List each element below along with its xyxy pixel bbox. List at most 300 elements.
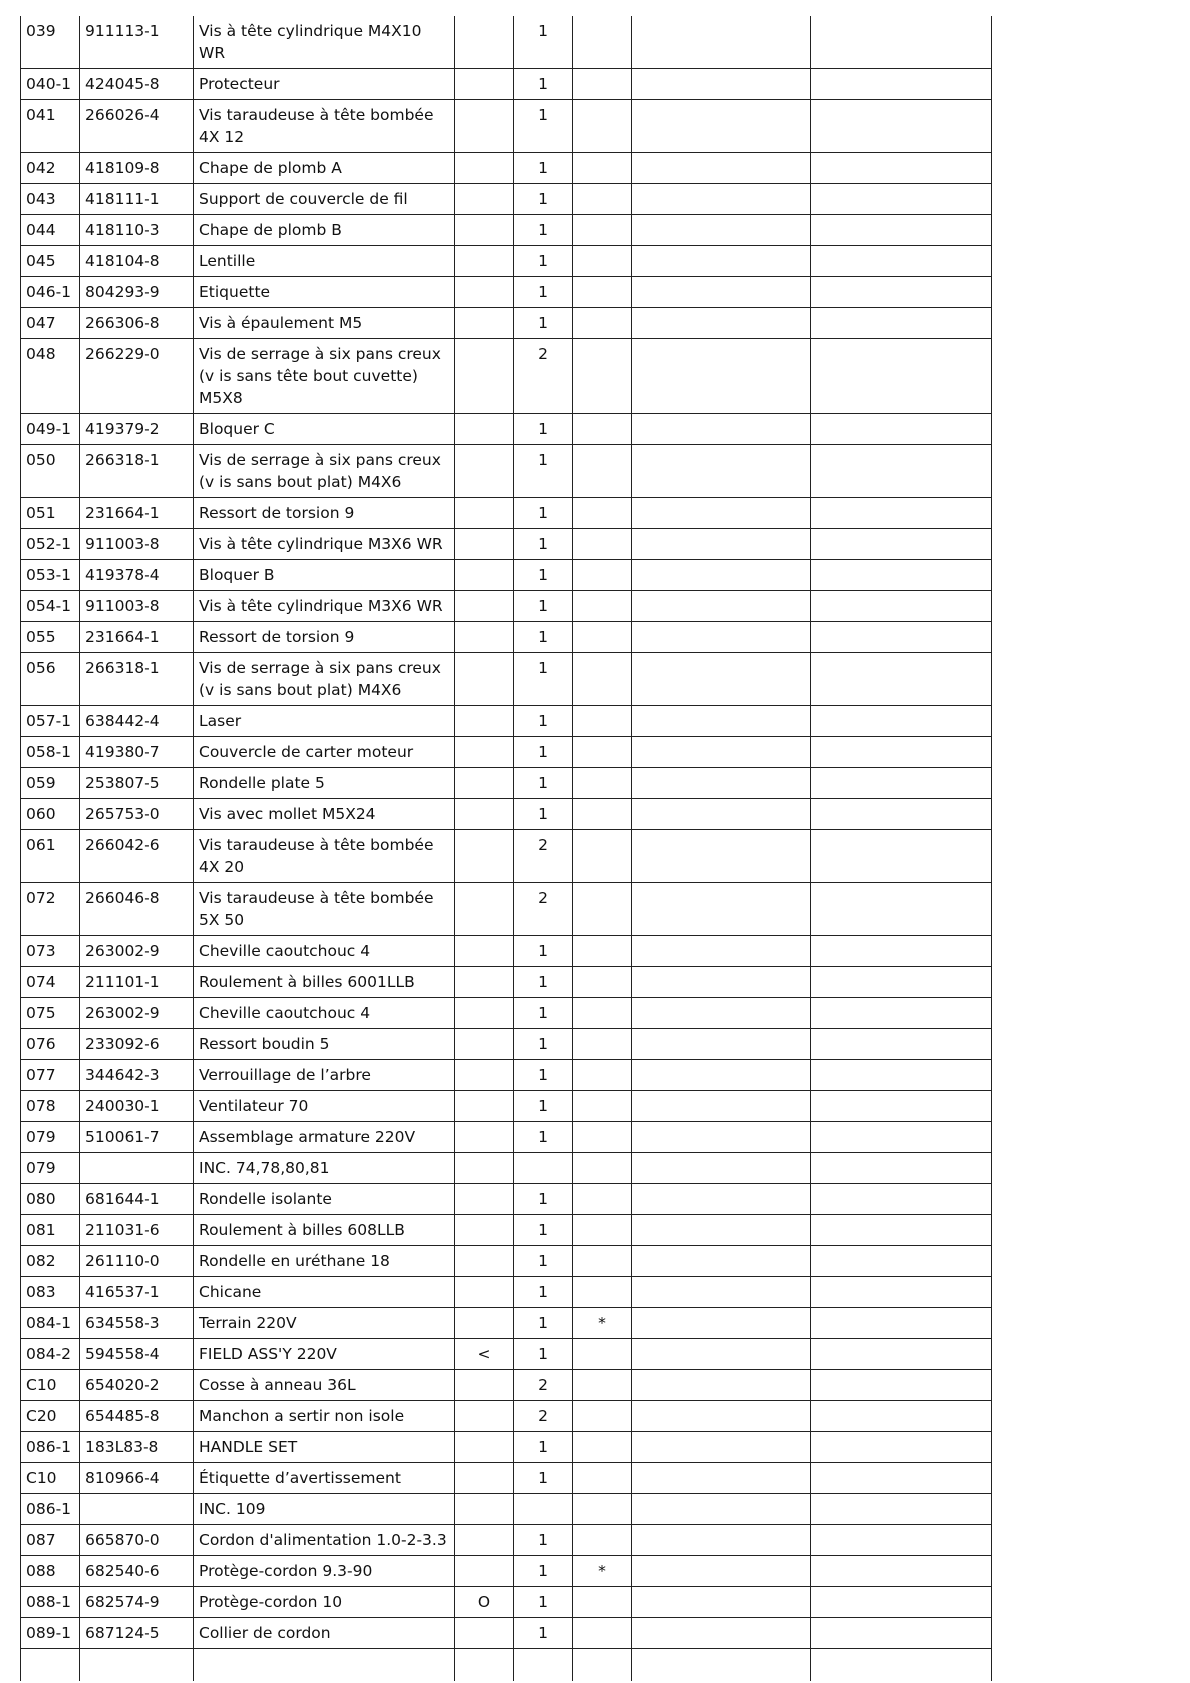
empty-cell bbox=[632, 1370, 811, 1401]
description-cell: Bloquer C bbox=[194, 414, 455, 445]
table-row bbox=[21, 1370, 992, 1401]
item-number-cell: 057-1 bbox=[21, 706, 80, 737]
part-number-cell: 687124-5 bbox=[80, 1618, 194, 1649]
note-cell bbox=[573, 308, 632, 339]
description-cell: Vis taraudeuse à tête bombée 5X 50 bbox=[194, 883, 455, 936]
note-cell bbox=[573, 830, 632, 883]
item-number-cell: 078 bbox=[21, 1091, 80, 1122]
empty-cell bbox=[811, 308, 992, 339]
empty-cell bbox=[632, 1122, 811, 1153]
quantity-cell: 1 bbox=[514, 1277, 573, 1308]
empty-cell bbox=[632, 529, 811, 560]
empty-cell bbox=[811, 529, 992, 560]
empty-cell bbox=[811, 1587, 992, 1618]
table-row bbox=[21, 1463, 992, 1494]
table-row bbox=[21, 1153, 992, 1184]
table-row bbox=[21, 277, 992, 308]
item-number-cell: 047 bbox=[21, 308, 80, 339]
quantity-cell bbox=[514, 1494, 573, 1525]
table-row bbox=[21, 69, 992, 100]
quantity-cell: 1 bbox=[514, 1246, 573, 1277]
empty-cell bbox=[811, 69, 992, 100]
empty-cell bbox=[632, 1649, 811, 1682]
note-cell bbox=[573, 1184, 632, 1215]
empty-cell bbox=[811, 799, 992, 830]
note-cell bbox=[573, 936, 632, 967]
item-number-cell: 046-1 bbox=[21, 277, 80, 308]
part-number-cell: 810966-4 bbox=[80, 1463, 194, 1494]
mark-cell bbox=[455, 560, 514, 591]
table-row bbox=[21, 967, 992, 998]
part-number-cell bbox=[80, 1494, 194, 1525]
item-number-cell: 075 bbox=[21, 998, 80, 1029]
table-row bbox=[21, 653, 992, 706]
mark-cell bbox=[455, 153, 514, 184]
empty-cell bbox=[811, 339, 992, 414]
note-cell bbox=[573, 1060, 632, 1091]
quantity-cell: 1 bbox=[514, 1215, 573, 1246]
empty-cell bbox=[811, 153, 992, 184]
empty-cell bbox=[632, 414, 811, 445]
part-number-cell: 665870-0 bbox=[80, 1525, 194, 1556]
item-number-cell: 040-1 bbox=[21, 69, 80, 100]
item-number-cell: 074 bbox=[21, 967, 80, 998]
note-cell bbox=[573, 1463, 632, 1494]
description-cell: Bloquer B bbox=[194, 560, 455, 591]
empty-cell bbox=[811, 1401, 992, 1432]
empty-cell bbox=[632, 215, 811, 246]
empty-cell bbox=[811, 1618, 992, 1649]
empty-cell bbox=[632, 1463, 811, 1494]
table-row bbox=[21, 16, 992, 69]
empty-cell bbox=[811, 653, 992, 706]
part-number-cell: 233092-6 bbox=[80, 1029, 194, 1060]
description-cell: Vis à tête cylindrique M4X10 WR bbox=[194, 16, 455, 69]
item-number-cell: 053-1 bbox=[21, 560, 80, 591]
table-row bbox=[21, 936, 992, 967]
table-row bbox=[21, 737, 992, 768]
quantity-cell: 1 bbox=[514, 529, 573, 560]
quantity-cell: 1 bbox=[514, 1308, 573, 1339]
mark-cell bbox=[455, 1494, 514, 1525]
description-cell: Support de couvercle de fil bbox=[194, 184, 455, 215]
table-row bbox=[21, 1494, 992, 1525]
empty-cell bbox=[632, 622, 811, 653]
empty-cell bbox=[811, 1122, 992, 1153]
item-number-cell: 044 bbox=[21, 215, 80, 246]
part-number-cell: 266318-1 bbox=[80, 445, 194, 498]
parts-table-body bbox=[21, 16, 992, 1681]
part-number-cell: 266229-0 bbox=[80, 339, 194, 414]
quantity-cell: 1 bbox=[514, 1122, 573, 1153]
empty-cell bbox=[811, 246, 992, 277]
empty-cell bbox=[632, 153, 811, 184]
quantity-cell: 1 bbox=[514, 100, 573, 153]
quantity-cell: 1 bbox=[514, 153, 573, 184]
empty-cell bbox=[811, 1649, 992, 1682]
item-number-cell: C10 bbox=[21, 1370, 80, 1401]
part-number-cell: 634558-3 bbox=[80, 1308, 194, 1339]
item-number-cell: 045 bbox=[21, 246, 80, 277]
quantity-cell: 1 bbox=[514, 215, 573, 246]
empty-cell bbox=[811, 737, 992, 768]
table-row bbox=[21, 1029, 992, 1060]
mark-cell bbox=[455, 184, 514, 215]
quantity-cell: 1 bbox=[514, 799, 573, 830]
quantity-cell: 1 bbox=[514, 1432, 573, 1463]
empty-cell bbox=[811, 1556, 992, 1587]
part-number-cell: 682574-9 bbox=[80, 1587, 194, 1618]
note-cell bbox=[573, 799, 632, 830]
description-cell: Couvercle de carter moteur bbox=[194, 737, 455, 768]
empty-cell bbox=[811, 1370, 992, 1401]
quantity-cell: 1 bbox=[514, 591, 573, 622]
empty-cell bbox=[811, 498, 992, 529]
empty-cell bbox=[632, 16, 811, 69]
note-cell bbox=[573, 529, 632, 560]
mark-cell bbox=[455, 529, 514, 560]
mark-cell bbox=[455, 1277, 514, 1308]
empty-cell bbox=[811, 1184, 992, 1215]
quantity-cell: 1 bbox=[514, 560, 573, 591]
empty-cell bbox=[632, 69, 811, 100]
table-row bbox=[21, 339, 992, 414]
note-cell bbox=[573, 1587, 632, 1618]
quantity-cell: 1 bbox=[514, 184, 573, 215]
item-number-cell: 080 bbox=[21, 1184, 80, 1215]
table-row bbox=[21, 1587, 992, 1618]
part-number-cell: 654020-2 bbox=[80, 1370, 194, 1401]
mark-cell bbox=[455, 1246, 514, 1277]
empty-cell bbox=[632, 246, 811, 277]
empty-cell bbox=[811, 768, 992, 799]
part-number-cell: 266042-6 bbox=[80, 830, 194, 883]
quantity-cell: 2 bbox=[514, 1370, 573, 1401]
part-number-cell: 804293-9 bbox=[80, 277, 194, 308]
empty-cell bbox=[811, 1153, 992, 1184]
description-cell: Laser bbox=[194, 706, 455, 737]
item-number-cell: 072 bbox=[21, 883, 80, 936]
note-cell bbox=[573, 1401, 632, 1432]
note-cell bbox=[573, 1618, 632, 1649]
empty-cell bbox=[811, 16, 992, 69]
quantity-cell: 1 bbox=[514, 967, 573, 998]
item-number-cell: 084-1 bbox=[21, 1308, 80, 1339]
empty-cell bbox=[632, 591, 811, 622]
empty-cell bbox=[811, 1029, 992, 1060]
empty-cell bbox=[811, 967, 992, 998]
description-cell: Ventilateur 70 bbox=[194, 1091, 455, 1122]
part-number-cell: 419378-4 bbox=[80, 560, 194, 591]
empty-cell bbox=[455, 1649, 514, 1682]
table-row-continuation bbox=[21, 1649, 992, 1682]
empty-cell bbox=[811, 277, 992, 308]
table-row bbox=[21, 1401, 992, 1432]
empty-cell bbox=[811, 414, 992, 445]
mark-cell bbox=[455, 414, 514, 445]
description-cell: Vis avec mollet M5X24 bbox=[194, 799, 455, 830]
description-cell: Vis à tête cylindrique M3X6 WR bbox=[194, 591, 455, 622]
quantity-cell: 2 bbox=[514, 1401, 573, 1432]
table-row bbox=[21, 1277, 992, 1308]
table-row bbox=[21, 308, 992, 339]
table-row bbox=[21, 768, 992, 799]
item-number-cell: 082 bbox=[21, 1246, 80, 1277]
mark-cell: O bbox=[455, 1587, 514, 1618]
part-number-cell: 266318-1 bbox=[80, 653, 194, 706]
description-cell: Roulement à billes 608LLB bbox=[194, 1215, 455, 1246]
note-cell bbox=[573, 1370, 632, 1401]
part-number-cell: 594558-4 bbox=[80, 1339, 194, 1370]
empty-cell bbox=[811, 883, 992, 936]
part-number-cell: 263002-9 bbox=[80, 936, 194, 967]
table-row bbox=[21, 1432, 992, 1463]
mark-cell bbox=[455, 16, 514, 69]
item-number-cell: 086-1 bbox=[21, 1494, 80, 1525]
quantity-cell: 1 bbox=[514, 1339, 573, 1370]
description-cell: Cordon d'alimentation 1.0-2-3.3 bbox=[194, 1525, 455, 1556]
quantity-cell: 1 bbox=[514, 1184, 573, 1215]
mark-cell bbox=[455, 967, 514, 998]
empty-cell bbox=[811, 184, 992, 215]
part-number-cell: 240030-1 bbox=[80, 1091, 194, 1122]
empty-cell bbox=[194, 1649, 455, 1682]
description-cell: Cosse à anneau 36L bbox=[194, 1370, 455, 1401]
note-cell bbox=[573, 69, 632, 100]
empty-cell bbox=[811, 830, 992, 883]
mark-cell bbox=[455, 246, 514, 277]
description-cell: Rondelle isolante bbox=[194, 1184, 455, 1215]
mark-cell bbox=[455, 1060, 514, 1091]
table-row bbox=[21, 1339, 992, 1370]
part-number-cell: 231664-1 bbox=[80, 622, 194, 653]
description-cell: Vis de serrage à six pans creux (v is sans tête bout cuvette) M5X8 bbox=[194, 339, 455, 414]
table-row bbox=[21, 246, 992, 277]
part-number-cell: 261110-0 bbox=[80, 1246, 194, 1277]
empty-cell bbox=[632, 998, 811, 1029]
note-cell bbox=[573, 100, 632, 153]
note-cell bbox=[573, 1029, 632, 1060]
empty-cell bbox=[811, 998, 992, 1029]
empty-cell bbox=[632, 1587, 811, 1618]
item-number-cell: 061 bbox=[21, 830, 80, 883]
part-number-cell: 183L83-8 bbox=[80, 1432, 194, 1463]
empty-cell bbox=[632, 339, 811, 414]
empty-cell bbox=[632, 1060, 811, 1091]
quantity-cell: 1 bbox=[514, 1060, 573, 1091]
mark-cell bbox=[455, 1401, 514, 1432]
mark-cell bbox=[455, 277, 514, 308]
quantity-cell: 2 bbox=[514, 339, 573, 414]
empty-cell bbox=[811, 445, 992, 498]
table-row bbox=[21, 560, 992, 591]
empty-cell bbox=[573, 1649, 632, 1682]
note-cell bbox=[573, 653, 632, 706]
empty-cell bbox=[811, 1308, 992, 1339]
mark-cell bbox=[455, 768, 514, 799]
mark-cell bbox=[455, 799, 514, 830]
empty-cell bbox=[811, 1525, 992, 1556]
note-cell bbox=[573, 560, 632, 591]
table-row bbox=[21, 1618, 992, 1649]
part-number-cell: 419379-2 bbox=[80, 414, 194, 445]
mark-cell bbox=[455, 308, 514, 339]
item-number-cell: 039 bbox=[21, 16, 80, 69]
part-number-cell: 638442-4 bbox=[80, 706, 194, 737]
note-cell bbox=[573, 1432, 632, 1463]
empty-cell bbox=[811, 1246, 992, 1277]
description-cell: Chicane bbox=[194, 1277, 455, 1308]
quantity-cell: 1 bbox=[514, 414, 573, 445]
empty-cell bbox=[632, 1432, 811, 1463]
note-cell bbox=[573, 339, 632, 414]
part-number-cell: 211101-1 bbox=[80, 967, 194, 998]
description-cell: Vis de serrage à six pans creux (v is sans bout plat) M4X6 bbox=[194, 445, 455, 498]
quantity-cell: 2 bbox=[514, 883, 573, 936]
empty-cell bbox=[632, 967, 811, 998]
item-number-cell: 056 bbox=[21, 653, 80, 706]
note-cell bbox=[573, 1246, 632, 1277]
mark-cell bbox=[455, 830, 514, 883]
description-cell: Manchon a sertir non isole bbox=[194, 1401, 455, 1432]
note-cell bbox=[573, 184, 632, 215]
item-number-cell: 079 bbox=[21, 1122, 80, 1153]
mark-cell bbox=[455, 706, 514, 737]
mark-cell bbox=[455, 1463, 514, 1494]
note-cell bbox=[573, 1122, 632, 1153]
part-number-cell: 344642-3 bbox=[80, 1060, 194, 1091]
description-cell: Rondelle en uréthane 18 bbox=[194, 1246, 455, 1277]
part-number-cell: 211031-6 bbox=[80, 1215, 194, 1246]
note-cell bbox=[573, 1091, 632, 1122]
mark-cell bbox=[455, 1308, 514, 1339]
quantity-cell: 1 bbox=[514, 622, 573, 653]
table-row bbox=[21, 498, 992, 529]
note-cell: * bbox=[573, 1556, 632, 1587]
part-number-cell: 424045-8 bbox=[80, 69, 194, 100]
empty-cell bbox=[632, 498, 811, 529]
note-cell: * bbox=[573, 1308, 632, 1339]
quantity-cell: 1 bbox=[514, 1556, 573, 1587]
item-number-cell: 084-2 bbox=[21, 1339, 80, 1370]
mark-cell bbox=[455, 1122, 514, 1153]
note-cell bbox=[573, 1339, 632, 1370]
table-row bbox=[21, 414, 992, 445]
quantity-cell: 1 bbox=[514, 998, 573, 1029]
empty-cell bbox=[632, 1556, 811, 1587]
table-row bbox=[21, 1308, 992, 1339]
empty-cell bbox=[632, 1308, 811, 1339]
mark-cell bbox=[455, 1432, 514, 1463]
quantity-cell: 1 bbox=[514, 737, 573, 768]
empty-cell bbox=[632, 1525, 811, 1556]
note-cell bbox=[573, 153, 632, 184]
empty-cell bbox=[632, 1184, 811, 1215]
note-cell bbox=[573, 246, 632, 277]
description-cell: Chape de plomb A bbox=[194, 153, 455, 184]
empty-cell bbox=[632, 1091, 811, 1122]
part-number-cell: 418111-1 bbox=[80, 184, 194, 215]
note-cell bbox=[573, 1277, 632, 1308]
description-cell: Ressort de torsion 9 bbox=[194, 498, 455, 529]
quantity-cell: 1 bbox=[514, 1587, 573, 1618]
note-cell bbox=[573, 1494, 632, 1525]
description-cell: Vis de serrage à six pans creux (v is sans bout plat) M4X6 bbox=[194, 653, 455, 706]
quantity-cell: 2 bbox=[514, 830, 573, 883]
mark-cell bbox=[455, 883, 514, 936]
description-cell: Vis à épaulement M5 bbox=[194, 308, 455, 339]
empty-cell bbox=[632, 706, 811, 737]
mark-cell bbox=[455, 445, 514, 498]
table-row bbox=[21, 998, 992, 1029]
quantity-cell: 1 bbox=[514, 1463, 573, 1494]
item-number-cell: C10 bbox=[21, 1463, 80, 1494]
quantity-cell: 1 bbox=[514, 1091, 573, 1122]
item-number-cell: 060 bbox=[21, 799, 80, 830]
mark-cell bbox=[455, 998, 514, 1029]
part-number-cell: 266046-8 bbox=[80, 883, 194, 936]
quantity-cell: 1 bbox=[514, 653, 573, 706]
note-cell bbox=[573, 591, 632, 622]
part-number-cell: 911113-1 bbox=[80, 16, 194, 69]
empty-cell bbox=[811, 1432, 992, 1463]
empty-cell bbox=[80, 1649, 194, 1682]
mark-cell bbox=[455, 498, 514, 529]
quantity-cell: 1 bbox=[514, 498, 573, 529]
mark-cell bbox=[455, 1525, 514, 1556]
table-row bbox=[21, 215, 992, 246]
table-row bbox=[21, 591, 992, 622]
quantity-cell bbox=[514, 1153, 573, 1184]
parts-table bbox=[20, 16, 992, 1681]
item-number-cell: 042 bbox=[21, 153, 80, 184]
item-number-cell: 086-1 bbox=[21, 1432, 80, 1463]
empty-cell bbox=[514, 1649, 573, 1682]
part-number-cell: 418110-3 bbox=[80, 215, 194, 246]
empty-cell bbox=[632, 1277, 811, 1308]
note-cell bbox=[573, 16, 632, 69]
table-row bbox=[21, 1091, 992, 1122]
description-cell: Assemblage armature 220V bbox=[194, 1122, 455, 1153]
note-cell bbox=[573, 737, 632, 768]
quantity-cell: 1 bbox=[514, 768, 573, 799]
note-cell bbox=[573, 277, 632, 308]
description-cell: Protecteur bbox=[194, 69, 455, 100]
mark-cell bbox=[455, 591, 514, 622]
table-row bbox=[21, 445, 992, 498]
part-number-cell: 416537-1 bbox=[80, 1277, 194, 1308]
item-number-cell: 059 bbox=[21, 768, 80, 799]
empty-cell bbox=[632, 100, 811, 153]
item-number-cell: 052-1 bbox=[21, 529, 80, 560]
part-number-cell: 911003-8 bbox=[80, 529, 194, 560]
item-number-cell: 088 bbox=[21, 1556, 80, 1587]
mark-cell bbox=[455, 1184, 514, 1215]
mark-cell bbox=[455, 339, 514, 414]
part-number-cell: 911003-8 bbox=[80, 591, 194, 622]
table-row bbox=[21, 100, 992, 153]
empty-cell bbox=[632, 1029, 811, 1060]
empty-cell bbox=[632, 1339, 811, 1370]
empty-cell bbox=[632, 768, 811, 799]
description-cell: Ressort de torsion 9 bbox=[194, 622, 455, 653]
item-number-cell: 073 bbox=[21, 936, 80, 967]
table-row bbox=[21, 830, 992, 883]
description-cell: Cheville caoutchouc 4 bbox=[194, 998, 455, 1029]
item-number-cell: 050 bbox=[21, 445, 80, 498]
mark-cell bbox=[455, 1215, 514, 1246]
item-number-cell: 079 bbox=[21, 1153, 80, 1184]
